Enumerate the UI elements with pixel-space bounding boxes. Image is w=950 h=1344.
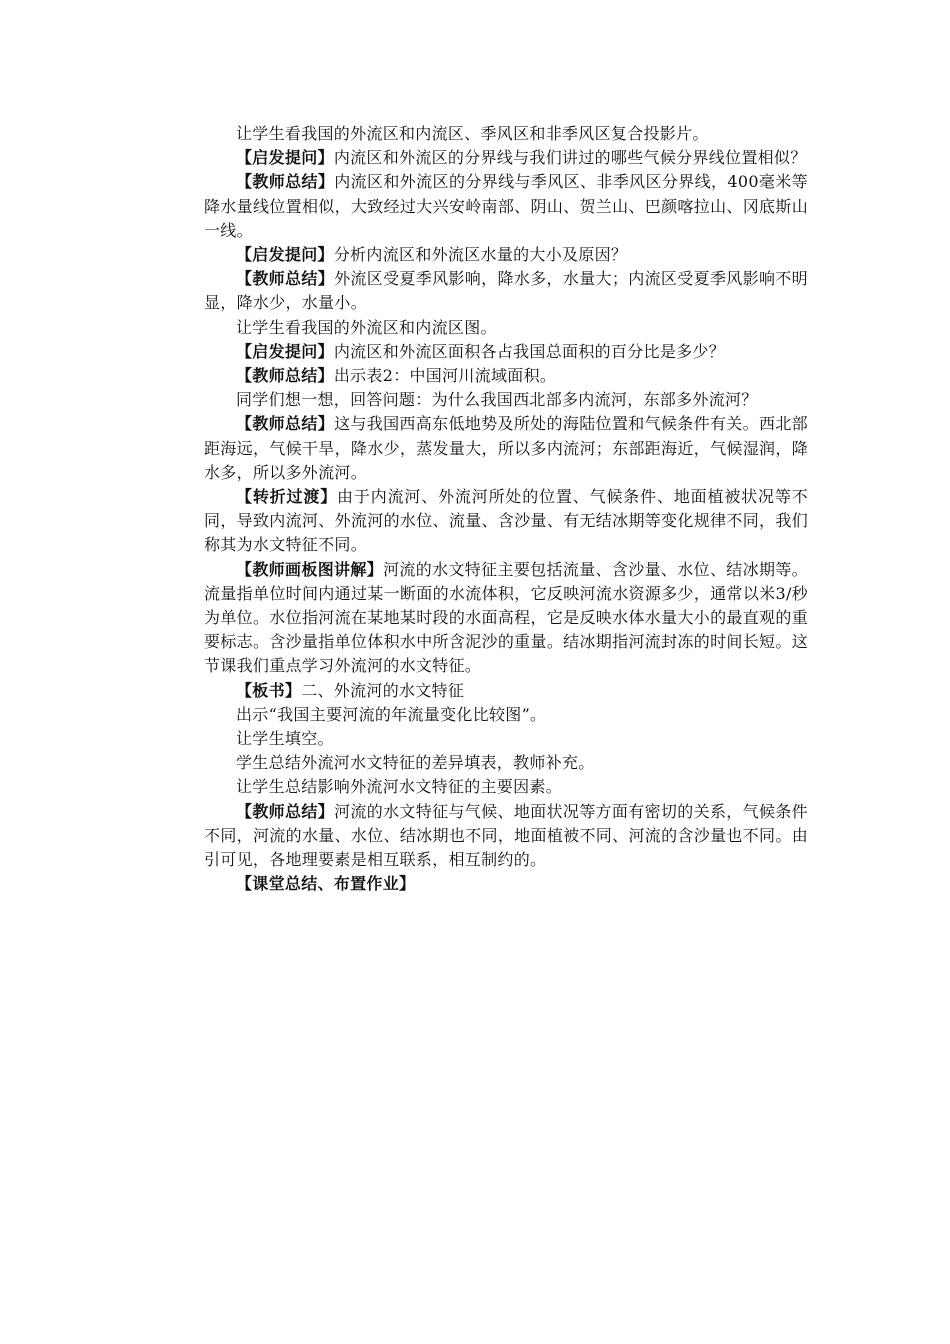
paragraph-text: 分析内流区和外流区水量的大小及原因？ xyxy=(333,245,628,265)
paragraph xyxy=(204,679,808,703)
paragraph-tag: 【板书】 xyxy=(236,680,302,700)
paragraph xyxy=(204,412,808,485)
paragraph-text: 出示表2：中国河川流域面积。 xyxy=(333,366,557,386)
paragraph xyxy=(204,316,808,340)
paragraph-text: 让学生看我国的外流区和内流区、季风区和非季风区复合投影片。 xyxy=(236,124,709,143)
paragraph-text: 内流区和外流区面积各占我国总面积的百分比是多少？ xyxy=(333,341,726,361)
paragraph-text: 让学生总结影响外流河水文特征的主要因素。 xyxy=(236,777,563,797)
paragraph xyxy=(204,388,808,412)
paragraph-tag: 【启发提问】 xyxy=(236,148,334,168)
paragraph-text: 同学们想一想，回答问题：为什么我国西北部多内流河，东部多外流河？ xyxy=(236,390,758,410)
paragraph-tag: 【转折过渡】 xyxy=(236,487,338,507)
paragraph xyxy=(204,727,808,751)
paragraph-tag: 【教师总结】 xyxy=(236,414,335,434)
paragraph xyxy=(204,122,808,146)
paragraph-tag: 【教师总结】 xyxy=(236,801,335,821)
paragraph-text: 出示“我国主要河流的年流量变化比较图”。 xyxy=(236,704,547,724)
paragraph xyxy=(204,800,808,873)
paragraph-tag: 【教师总结】 xyxy=(236,172,335,192)
paragraph xyxy=(204,485,808,558)
paragraph xyxy=(204,340,808,364)
paragraph-text: 河流的水文特征与气候、地面状况等方面有密切的关系，气候条件不同，河流的水量、水位、结冰期也不同，地面植被不同、河流的含沙量也不同。由引可见，各地理要素是相互联系，相互制约的。 xyxy=(204,801,808,870)
paragraph xyxy=(204,146,808,170)
paragraph xyxy=(204,243,808,267)
paragraph xyxy=(204,775,808,799)
paragraph-tag: 【启发提问】 xyxy=(236,341,334,361)
paragraph xyxy=(204,751,808,775)
paragraph xyxy=(204,872,808,896)
paragraph-text: 河流的水文特征主要包括流量、含沙量、水位、结冰期等。流量指单位时间内通过某一断面的水流体积，它反映河流水资源多少，通常以米3/秒为单位。水位指河流在某地某时段的水面高程，它是反映水体水量大小的最直观的重要标志。含沙量指单位体积水中所含泥沙的重量。结冰期指河流封冻的时间长短。这节课我们重点学习外流河的水文特征。 xyxy=(204,559,808,676)
paragraph xyxy=(204,364,808,388)
paragraph-text: 内流区和外流区的分界线与我们讲过的哪些气候分界线位置相似？ xyxy=(333,148,807,168)
paragraph-tag: 【教师总结】 xyxy=(236,366,334,386)
paragraph-text: 让学生看我国的外流区和内流区图。 xyxy=(236,317,497,337)
paragraph-tag: 【教师画板图讲解】 xyxy=(236,559,384,579)
paragraph xyxy=(204,558,808,679)
paragraph-text: 学生总结外流河水文特征的差异填表，教师补充。 xyxy=(236,753,595,773)
paragraph-text: 由于内流河、外流河所处的位置、气候条件、地面植被状况等不同，导致内流河、外流河的水位、流量、含沙量、有无结冰期等变化规律不同，我们称其为水文特征不同。 xyxy=(204,487,808,555)
paragraph-text: 外流区受夏季风影响，降水多，水量大；内流区受夏季风影响不明显，降水少，水量小。 xyxy=(204,269,808,313)
paragraph xyxy=(204,703,808,727)
paragraph-tag: 【启发提问】 xyxy=(236,245,334,265)
paragraph xyxy=(204,170,808,243)
paragraph-text: 这与我国西高东低地势及所处的海陆位置和气候条件有关。西北部距海远，气候干旱，降水少，蒸发量大，所以多内流河；东部距海近，气候湿润，降水多，所以多外流河。 xyxy=(204,414,808,482)
paragraph-tag: 【教师总结】 xyxy=(236,269,335,289)
paragraph xyxy=(204,267,808,315)
paragraph-text: 内流区和外流区的分界线与季风区、非季风区分界线，400毫米等降水量线位置相似，大致经过大兴安岭南部、阴山、贺兰山、巴颜喀拉山、冈底斯山一线。 xyxy=(204,172,808,240)
paragraph-text: 二、外流河的水文特征 xyxy=(301,680,465,700)
document-body xyxy=(204,122,808,897)
paragraph-tag: 【课堂总结、布置作业】 xyxy=(236,874,416,894)
paragraph-text: 让学生填空。 xyxy=(236,729,334,749)
